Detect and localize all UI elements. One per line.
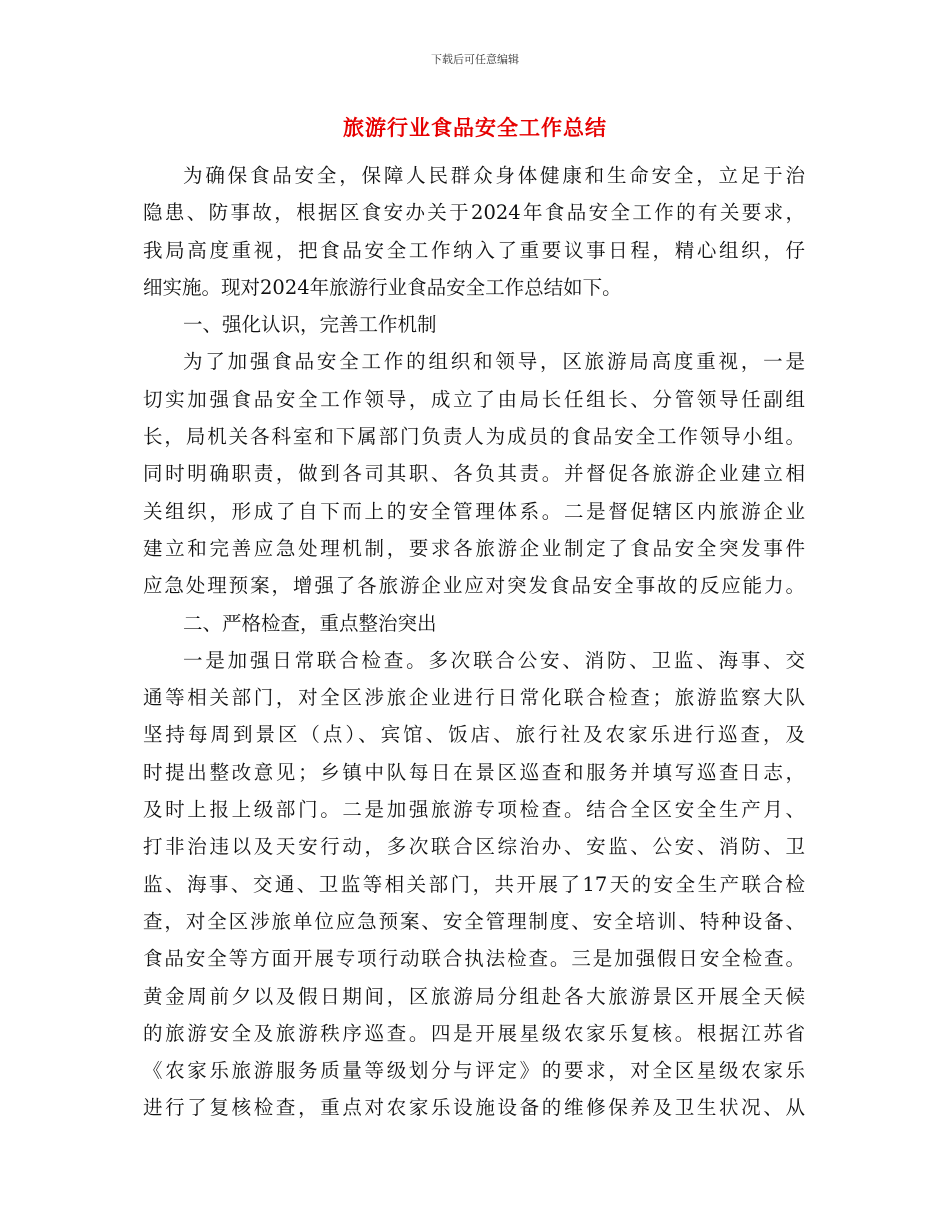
paragraph-line: 及时上报上级部门。二是加强旅游专项检查。结合全区安全生产月、 [143, 798, 805, 822]
paragraph-line: 黄金周前夕以及假日期间，区旅游局分组赴各大旅游景区开展全天候 [143, 984, 805, 1008]
paragraph-line: 长，局机关各科室和下属部门负责人为成员的食品安全工作领导小组。 [143, 425, 805, 449]
paragraph-line: 隐患、防事故，根据区食安办关于2024年食品安全工作的有关要求， [143, 201, 805, 225]
paragraph-line: 监、海事、交通、卫监等相关部门，共开展了17天的安全生产联合检 [143, 872, 805, 896]
paragraph-line: 坚持每周到景区（点）、宾馆、饭店、旅行社及农家乐进行巡查，及 [143, 723, 805, 747]
paragraph-line: 查，对全区涉旅单位应急预案、安全管理制度、安全培训、特种设备、 [143, 909, 805, 933]
paragraph-line: 为确保食品安全，保障人民群众身体健康和生命安全，立足于治 [183, 164, 805, 187]
paragraph-line: 关组织，形成了自下而上的安全管理体系。二是督促辖区内旅游企业 [143, 499, 805, 523]
paragraph-line: 同时明确职责，做到各司其职、各负其责。并督促各旅游企业建立相 [143, 462, 805, 486]
header-note: 下载后可任意编辑 [431, 53, 519, 66]
paragraph-line: 《农家乐旅游服务质量等级划分与评定》的要求，对全区星级农家乐 [143, 1059, 805, 1083]
paragraph-line: 切实加强食品安全工作领导，成立了由局长任组长、分管领导任副组 [143, 387, 805, 411]
paragraph-line: 应急处理预案，增强了各旅游企业应对突发食品安全事故的反应能力。 [143, 574, 805, 598]
paragraph-line: 食品安全等方面开展专项行动联合执法检查。三是加强假日安全检查。 [143, 947, 805, 971]
paragraph-line: 建立和完善应急处理机制，要求各旅游企业制定了食品安全突发事件 [143, 536, 805, 560]
paragraph-line: 进行了复核检查，重点对农家乐设施设备的维修保养及卫生状况、从 [143, 1096, 805, 1120]
section-heading: 一、强化认识，完善工作机制 [183, 313, 437, 337]
paragraph-line: 的旅游安全及旅游秩序巡查。四是开展星级农家乐复核。根据江苏省 [143, 1021, 805, 1045]
document-title: 旅游行业食品安全工作总结 [343, 115, 607, 140]
paragraph-line: 一是加强日常联合检查。多次联合公安、消防、卫监、海事、交 [183, 648, 805, 672]
paragraph-line: 我局高度重视，把食品安全工作纳入了重要议事日程，精心组织，仔 [143, 238, 805, 262]
paragraph-line: 通等相关部门，对全区涉旅企业进行日常化联合检查；旅游监察大队 [143, 686, 805, 710]
paragraph-line: 打非治违以及天安行动，多次联合区综治办、安监、公安、消防、卫 [143, 835, 805, 859]
paragraph-line: 时提出整改意见；乡镇中队每日在景区巡查和服务并填写巡查日志， [143, 760, 805, 784]
paragraph-line: 为了加强食品安全工作的组织和领导，区旅游局高度重视，一是 [183, 350, 805, 374]
document-body [143, 157, 805, 1127]
paragraph-line: 细实施。现对2024年旅游行业食品安全工作总结如下。 [143, 275, 622, 299]
section-heading: 二、严格检查，重点整治突出 [183, 611, 437, 635]
